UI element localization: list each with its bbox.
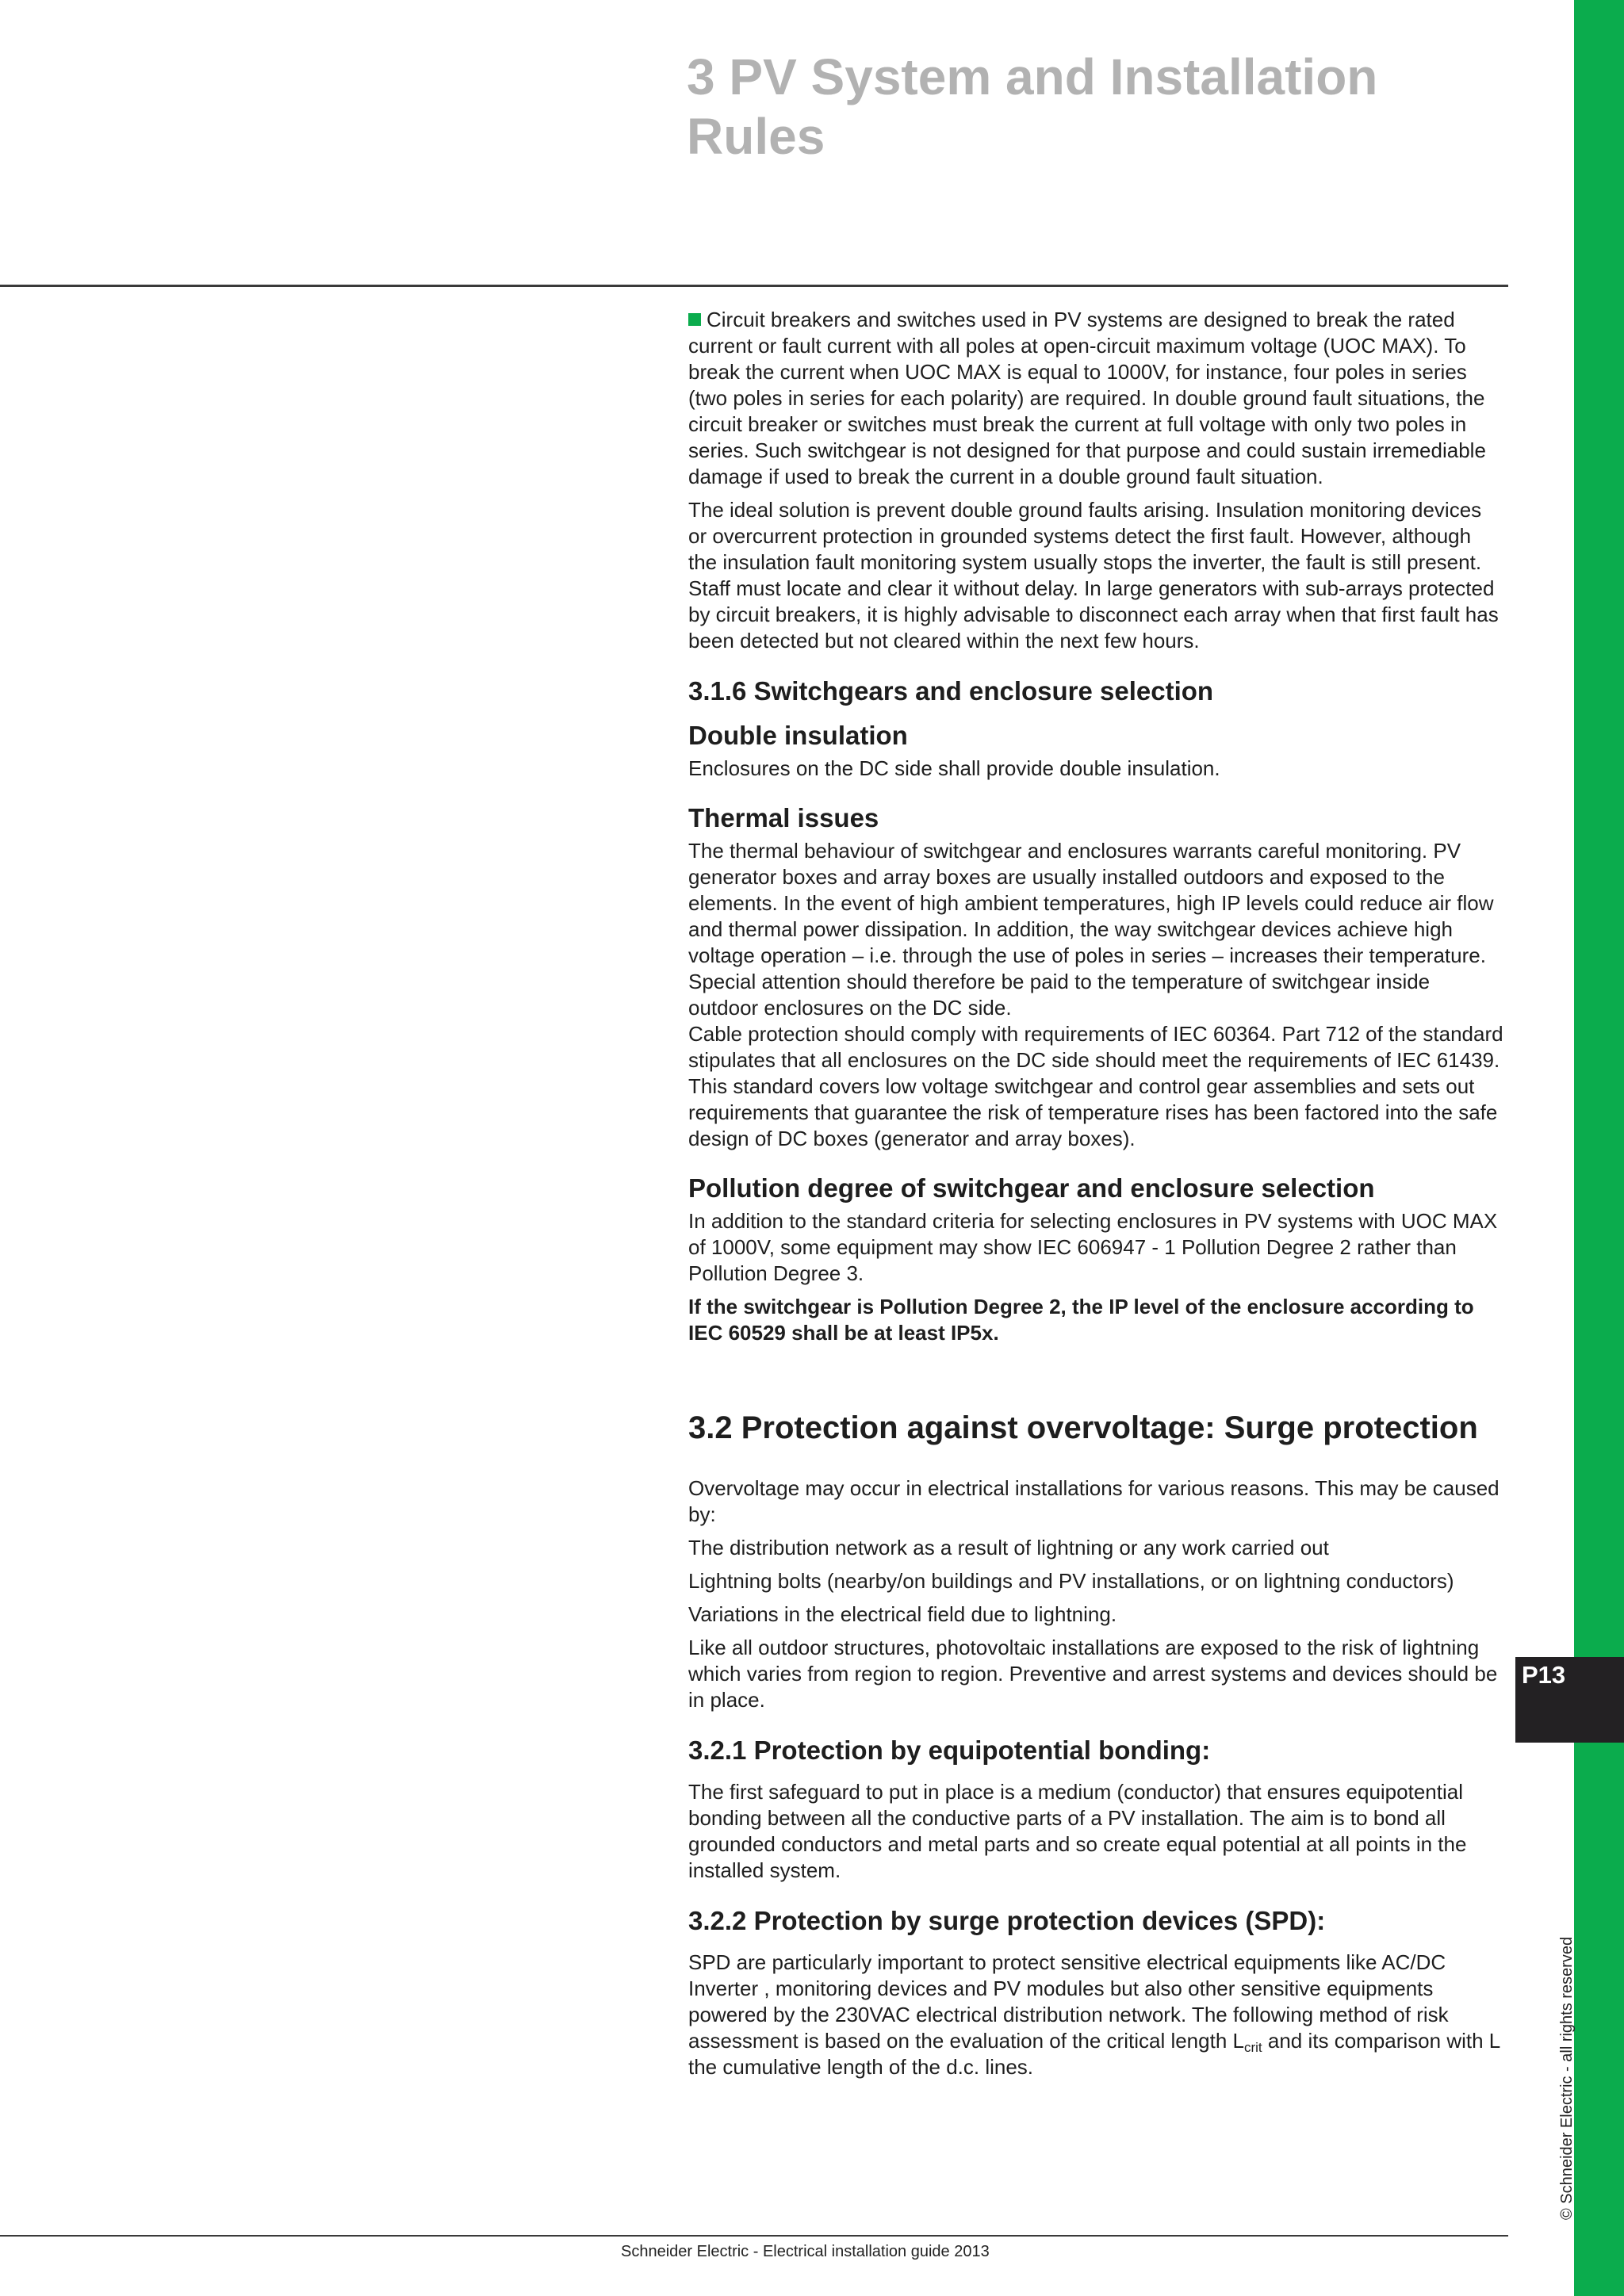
heading-3-2-1: 3.2.1 Protection by equipotential bonding: — [688, 1735, 1211, 1765]
paragraph-outdoor-structures: Like all outdoor structures, photovoltaic installations are exposed to the risk of lightning which varies from region to region. Preventive and arrest systems and devices should be in place. — [688, 1636, 1498, 1712]
heading-pollution-degree: Pollution degree of switchgear and enclosure selection — [688, 1173, 1375, 1203]
paragraph-overvoltage-intro: Overvoltage may occur in electrical installations for various reasons. This may be caused by: — [688, 1476, 1500, 1526]
green-square-bullet-icon — [688, 313, 701, 326]
heading-3-1-6: 3.1.6 Switchgears and enclosure selection — [688, 676, 1214, 706]
paragraph-double-insulation: Enclosures on the DC side shall provide double insulation. — [688, 756, 1220, 780]
page-number-tab — [1515, 1657, 1624, 1743]
heading-3-2: 3.2 Protection against overvoltage: Surge protection — [688, 1410, 1478, 1445]
green-side-bar — [1574, 0, 1624, 2296]
footer-text: Schneider Electric - Electrical installation guide 2013 — [621, 2243, 990, 2260]
cause-item-lightning-bolts: Lightning bolts (nearby/on buildings and PV installations, or on lightning conductors) — [688, 1569, 1454, 1593]
heading-thermal-issues: Thermal issues — [688, 803, 879, 832]
chapter-title: 3 PV System and Installation Rules — [687, 48, 1378, 165]
footer-divider — [0, 2235, 1508, 2237]
main-content — [688, 307, 1505, 2087]
heading-double-insulation: Double insulation — [688, 721, 908, 750]
paragraph-equipotential: The first safeguard to put in place is a medium (conductor) that ensures equipotential bonding between all the conductive parts of a PV installation. The aim is to bond all grounded conductors and metal parts and so create equal potential at all points in the installed system. — [688, 1780, 1467, 1882]
paragraph-ideal-solution: The ideal solution is prevent double ground faults arising. Insulation monitoring devices or overcurrent protection in grounded systems detect the first fault. However, although the insulation fault monitoring system usually stops the inverter, the fault is still present. Staff must locate and clear it without delay. In large generators with sub-arrays protected by circuit breakers, it is highly advisable to disconnect each array when that first fault has been detected but not cleared within the next few hours. — [688, 498, 1499, 652]
cause-item-electrical-field: Variations in the electrical field due to lightning. — [688, 1602, 1117, 1626]
copyright-notice: © Schneider Electric - all rights reserved — [1558, 1936, 1576, 2220]
paragraph-thermal-2: Cable protection should comply with requirements of IEC 60364. Part 712 of the standard stipulates that all enclosures on the DC side should meet the requirements of IEC 61439. This standard covers low voltage switchgear and control gear assemblies and sets out requirements that guarantee the risk of temperature rises has been factored into the safe design of DC boxes (generator and array boxes). — [688, 1022, 1503, 1150]
lcrit-subscript: crit — [1243, 2040, 1262, 2055]
heading-3-2-2: 3.2.2 Protection by surge protection devices (SPD): — [688, 1906, 1326, 1935]
paragraph-thermal-1: The thermal behaviour of switchgear and enclosures warrants careful monitoring. PV generator boxes and array boxes are usually installed outdoors and exposed to the elements. In the event of high ambient temperatures, high IP levels could reduce air flow and thermal power dissipation. In addition, the way switchgear devices achieve high voltage operation – i.e. through the use of poles in series – increases their temperature. Special attention should therefore be paid to the temperature of switchgear inside outdoor enclosures on the DC side. — [688, 839, 1494, 1020]
paragraph-pollution-bold: If the switchgear is Pollution Degree 2, the IP level of the enclosure according to IEC 60529 shall be at least IP5x. — [688, 1295, 1474, 1345]
paragraph-spd-text-b: and its comparison with L the cumulative length of the d.c. lines. — [688, 2029, 1500, 2079]
page-number: P13 — [1522, 1661, 1566, 1689]
paragraph-spd-text-a: SPD are particularly important to protect sensitive electrical equipments like AC/DC Inverter , monitoring devices and PV modules but also other sensitive equipments powered by the 230VAC electrical distribution network. The following method of risk assessment is based on the evaluation of the critical length L — [688, 1950, 1449, 2053]
paragraph-pollution: In addition to the standard criteria for selecting enclosures in PV systems with UOC MAX of 1000V, some equipment may show IEC 606947 - 1 Pollution Degree 2 rather than Pollution Degree 3. — [688, 1209, 1498, 1285]
cause-item-distribution: The distribution network as a result of lightning or any work carried out — [688, 1536, 1329, 1559]
paragraph-circuit-breakers — [688, 307, 1505, 490]
header-divider — [0, 285, 1508, 287]
paragraph-circuit-breakers-text: Circuit breakers and switches used in PV systems are designed to break the rated current or fault current with all poles at open-circuit maximum voltage (UOC MAX). To break the current when UOC MAX is equal to 1000V, for instance, four poles in series (two poles in series for each polarity) are required. In double ground fault situations, the circuit breaker or switches must break the current at full voltage with only two poles in series. Such switchgear is not designed for that purpose and could sustain irremediable damage if used to break the current in a double ground fault situation. — [688, 308, 1486, 488]
paragraph-spd — [688, 1950, 1505, 2080]
